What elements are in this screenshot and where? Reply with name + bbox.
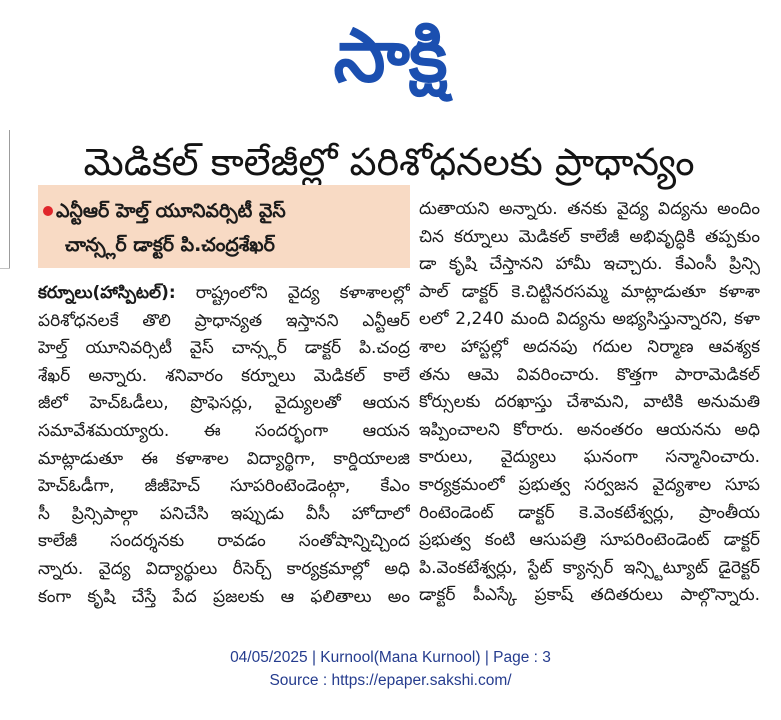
body-text-line: దుతాయని అన్నారు. తనకు వైద్య విద్యను అందిం [419,199,760,219]
body-text-line: డా కృషి చేస్తానని హామీ ఇచ్చారు. కేఎంసీ ప్రిన్సి [419,254,760,275]
body-text-line: కోర్సులకు దరఖాస్తు చేశామని, వాటికి అనుమతి [419,392,760,413]
bullet-icon [43,206,53,216]
body-text-line: రింటెండెంట్ డాక్టర్ కె.వెంకటేశ్వర్లు, ప్రాంతీయ [419,502,760,523]
body-text-line: పాల్ డాక్టర్ కె.చిట్టినరసమ్మ మాట్లాడుతూ కళాశా [419,281,760,302]
body-text-line: ఇప్పించాలని కోరారు. అనంతరం ఆయనను అధి [419,419,760,440]
body-text-line: తను ఆమె వివరించారు. కొత్తగా పారామెడికల్ [419,364,760,385]
body-text-line: న్నారు. వైద్య విద్యార్థులు రీసెర్చ్ కార్యక్రమాల్లో అధి [38,558,410,579]
subhead-line [43,194,405,228]
subhead-line: చాన్స్లర్ డాక్టర్ పి.చంద్రశేఖర్ [65,234,275,256]
body-text-line: కార్యక్రమంలో ప్రభుత్వ సర్వజన వైద్యశాల సూప [419,474,760,495]
body-text-line [38,280,410,308]
body-text-line: శాల హాస్టల్లో అదనపు గదుల నిర్మాణ ఆవశ్యక [419,336,760,357]
right-column [419,196,760,610]
body-text-line: పరిశోధనలకే తొలి ప్రాధాన్యత ఇస్తానని ఎన్టీఆర్ [38,310,410,331]
body-text-line: శేఖర్ అన్నారు. శనివారం కర్నూలు మెడికల్ కాలే [38,365,410,386]
source-label: Source : [269,672,328,689]
body-text-line: మాట్లాడుతూ ఈ కళాశాల విద్యార్థిగా, కార్డియాలజి [38,448,410,469]
subhead-box [38,185,410,268]
adjacent-column-tick [0,268,10,269]
body-text-line: సీ ప్రిన్సిపాల్గా పనిచేసి ఇప్పుడు వీసీ హోదాలో [38,503,410,524]
body-text-line-content: రాష్ట్రంలోని వైద్య కళాశాలల్లో [195,283,410,303]
body-text-line: హెచ్ఓడీగా, జీజీహెచ్ సూపరింటెండెంట్గా, కేఎం [38,476,410,497]
body-text-line: లలో 2,240 మంది విద్యను అభ్యసిస్తున్నారని, కళా [419,309,760,330]
source-line [0,670,781,692]
source-url: https://epaper.sakshi.com/ [331,672,512,689]
body-text-line: కంగా కృషి చేస్తే పేద ప్రజలకు ఆ ఫలితాలు అం [38,586,410,607]
sakshi-logo: సాక్షి [333,13,447,99]
body-text-line: డాక్టర్ పీఎస్కే ప్రకాష్ తదితరులు పాల్గొన్నారు. [419,585,760,606]
left-column [38,280,410,611]
adjacent-column-rule [9,130,10,268]
dateline: కర్నూలు(హాస్పిటల్): [38,283,176,303]
body-text-line: చిన కర్నూలు మెడికల్ కాలేజీ అభివృద్ధికి తప్పకుం [419,226,760,247]
body-text-line: హెల్త్ యూనివర్సిటీ వైస్ చాన్స్లర్ డాక్టర్ పి.చంద్ర [38,338,410,359]
body-text-line: కాలేజీ సందర్శనకు రావడం సంతోషాన్నిచ్చింద [38,531,410,552]
body-text-line: పి.వెంకటేశ్వర్లు, స్టేట్ క్యాన్సర్ ఇన్స్టిట్యూట్ డైరెక్టర్ [419,557,760,578]
body-text-line: కారులు, వైద్యులు ఘనంగా సన్మానించారు. [419,447,760,468]
edition-info: 04/05/2025 | Kurnool(Mana Kurnool) | Page : 3 [230,649,551,666]
body-text-line: జీలో హెచ్ఓడీలు, ప్రొఫెసర్లు, వైద్యులతో ఆయన [38,393,410,414]
body-text-line: ప్రభుత్వ కంటి ఆసుపత్రి సూపరింటెండెంట్ డాక్టర్ [419,530,760,551]
subhead-text: ఎన్టీఆర్ హెల్త్ యూనివర్సిటీ వైస్ [56,200,286,222]
article-headline: మెడికల్ కాలేజీల్లో పరిశోధనలకు ప్రాధాన్యం [83,140,695,184]
body-text-line: సమావేశమయ్యారు. ఈ సందర్భంగా ఆయన [38,420,410,441]
